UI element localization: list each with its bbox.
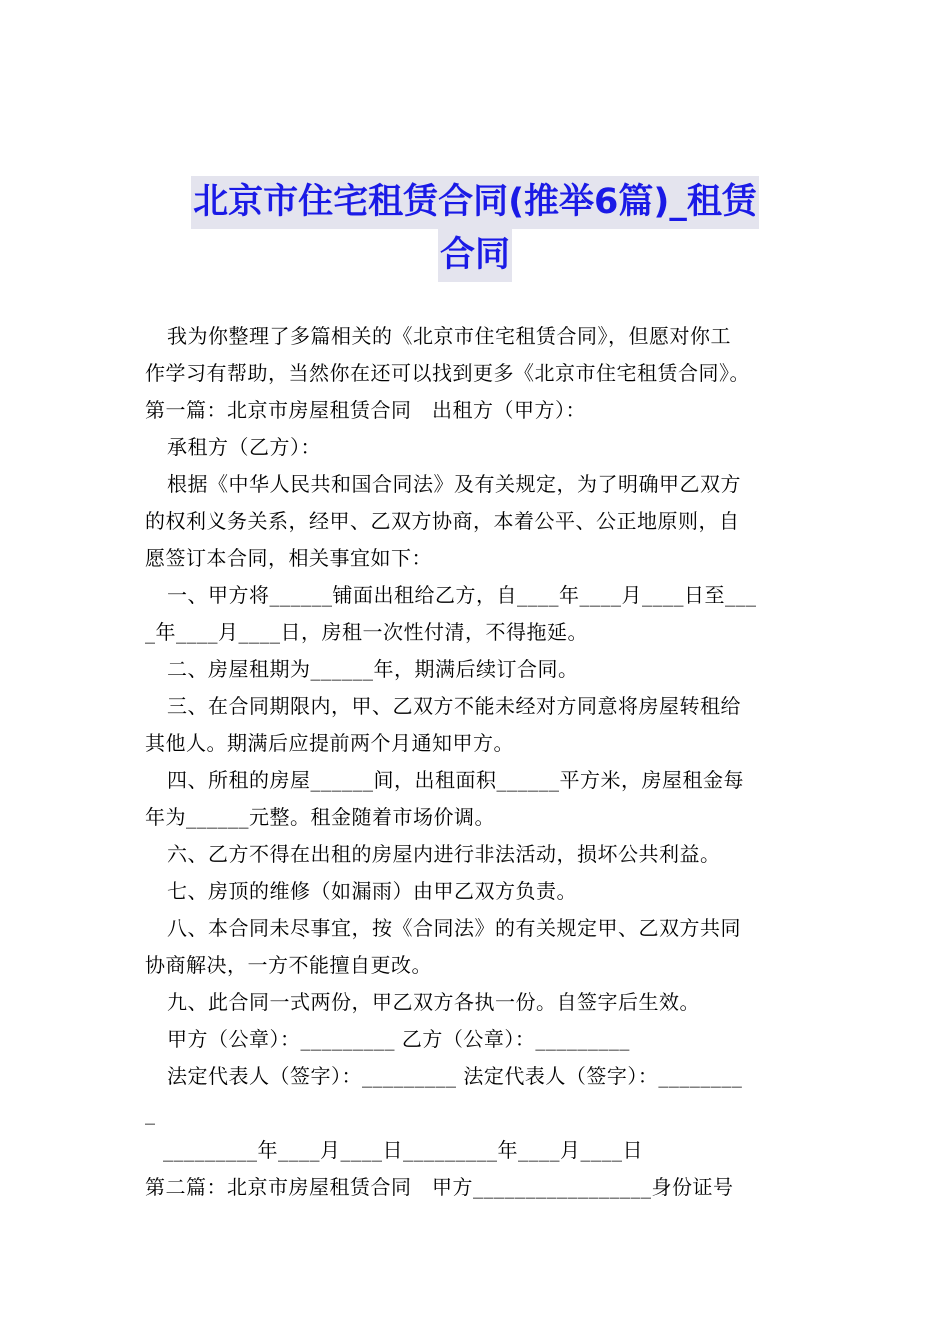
clause-line: 八、本合同未尽事宜，按《合同法》的有关规定甲、乙双方共同 [167,916,741,940]
clause-line: 协商解决，一方不能擅自更改。 [145,953,432,977]
paragraph-line: 我为你整理了多篇相关的《北京市住宅租赁合同》，但愿对你工 [167,324,731,348]
clause-line: 七、房顶的维修（如漏雨）由甲乙双方负责。 [167,879,577,903]
paragraph-line: 愿签订本合同，相关事宜如下： [145,546,432,570]
date-line: _________年____月____日_________年____月____日 [163,1138,643,1162]
clause-line: 一、甲方将______铺面出租给乙方，自____年____月____日至___ [167,583,757,607]
section-heading-line: 第二篇：北京市房屋租赁合同 甲方_________________身份证号 [145,1175,734,1199]
section-heading-line: 第一篇：北京市房屋租赁合同 出租方（甲方）： [145,398,586,422]
paragraph-line: 作学习有帮助，当然你在还可以找到更多《北京市住宅租赁合同》。 [145,361,750,385]
clause-line: 其他人。期满后应提前两个月通知甲方。 [145,731,514,755]
document-body [145,318,810,1206]
title-line-1: 北京市住宅租赁合同(推举6篇)_租赁 [191,176,759,229]
paragraph-line: 根据《中华人民共和国合同法》及有关规定，为了明确甲乙双方 [167,472,741,496]
clause-line: 年为______元整。租金随着市场价调。 [145,805,495,829]
clause-line: _年____月____日，房租一次性付清，不得拖延。 [145,620,588,644]
signature-line: 甲方（公章）：_________ 乙方（公章）：_________ [167,1027,630,1051]
signature-line: _ [145,1101,156,1125]
title-line-2: 合同 [438,229,512,282]
clause-line: 四、所租的房屋______间，出租面积______平方米，房屋租金每 [167,768,744,792]
paragraph-line: 的权利义务关系，经甲、乙双方协商，本着公平、公正地原则，自 [145,509,740,533]
clause-line: 二、房屋租期为______年，期满后续订合同。 [167,657,579,681]
document-title [100,176,850,282]
clause-line: 六、乙方不得在出租的房屋内进行非法活动，损坏公共利益。 [167,842,721,866]
clause-line: 九、此合同一式两份，甲乙双方各执一份。自签字后生效。 [167,990,700,1014]
signature-line: 法定代表人（签字）：_________ 法定代表人（签字）：________ [167,1064,743,1088]
clause-line: 三、在合同期限内，甲、乙双方不能未经对方同意将房屋转租给 [167,694,741,718]
paragraph-line: 承租方（乙方）： [167,435,321,459]
